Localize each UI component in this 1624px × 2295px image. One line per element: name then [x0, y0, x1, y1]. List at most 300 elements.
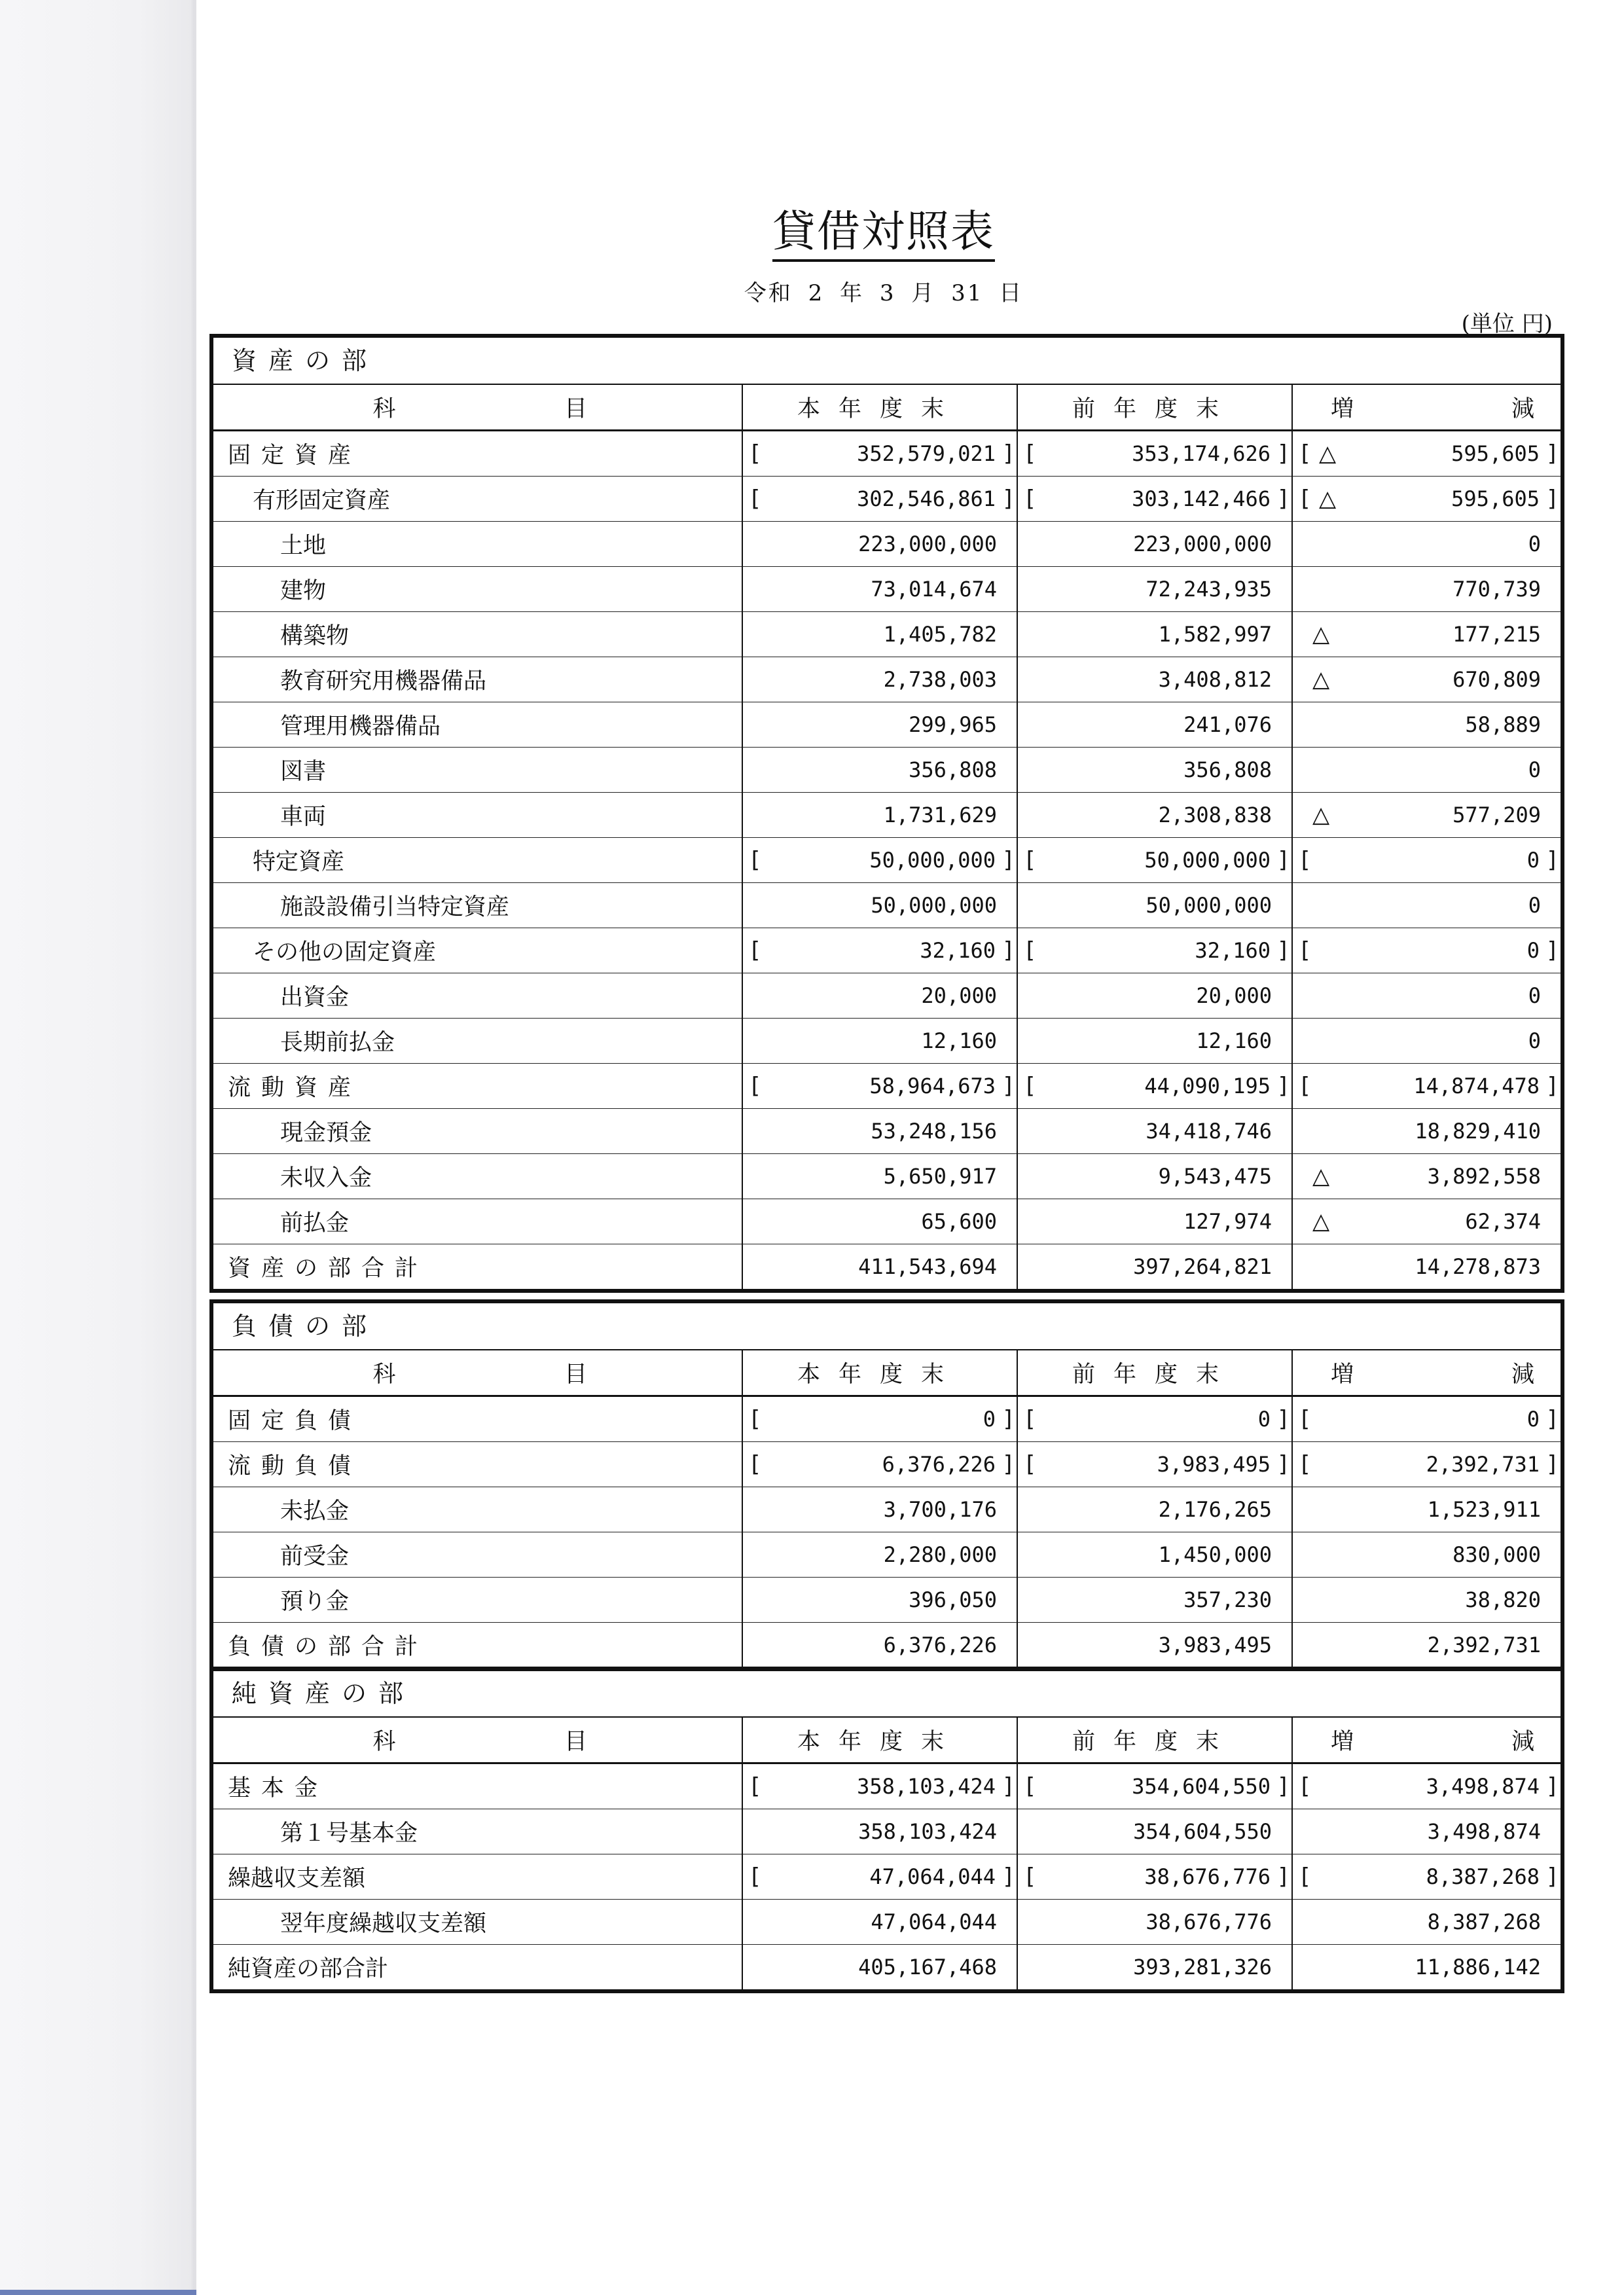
value-current: 73,014,674 — [871, 577, 997, 602]
bracket-open: [ — [1023, 1773, 1037, 1799]
cell-previous — [1017, 883, 1292, 928]
cell-current — [742, 1396, 1017, 1442]
value-change: 58,889 — [1465, 712, 1541, 737]
row-label: 管理用機器備品 — [213, 702, 742, 748]
cell-change — [1292, 1442, 1561, 1487]
section-title: 資産の部 — [213, 338, 1561, 385]
header-row — [213, 1718, 1561, 1763]
bracket-close: ] — [1276, 1773, 1290, 1799]
value-current: 1,731,629 — [883, 803, 997, 827]
cell-current — [742, 431, 1017, 477]
bracket-close: ] — [1001, 847, 1015, 873]
cell-previous — [1017, 1442, 1292, 1487]
bracket-close: ] — [1276, 937, 1290, 964]
value-change: 14,874,478 — [1413, 1074, 1540, 1098]
header-item — [213, 1718, 742, 1763]
cell-current — [742, 1763, 1017, 1809]
value-change: 0 — [1526, 848, 1540, 873]
bracket-open: [ — [1298, 1773, 1312, 1799]
bracket-open: [ — [1298, 1451, 1312, 1477]
cell-previous — [1017, 702, 1292, 748]
header-change-b: 減 — [1511, 396, 1534, 422]
row-label: 純資産の部合計 — [213, 1945, 742, 1990]
cell-previous — [1017, 748, 1292, 793]
value-previous: 127,974 — [1183, 1209, 1272, 1234]
value-current: 50,000,000 — [869, 848, 996, 873]
bracket-close: ] — [1545, 847, 1559, 873]
bracket-open: [ — [1298, 486, 1312, 512]
cell-current — [742, 612, 1017, 657]
cell-change — [1292, 1064, 1561, 1109]
value-change: 0 — [1526, 1407, 1540, 1432]
value-change: 0 — [1528, 983, 1541, 1008]
table-row — [213, 928, 1561, 973]
value-change: 14,278,873 — [1415, 1254, 1541, 1279]
bracket-open: [ — [1298, 441, 1312, 467]
bracket-open: [ — [1298, 1864, 1312, 1890]
row-label: 有形固定資産 — [213, 477, 742, 522]
header-current: 本年度末 — [742, 1350, 1017, 1396]
value-current: 223,000,000 — [858, 532, 997, 556]
value-previous: 0 — [1257, 1407, 1271, 1432]
value-current: 50,000,000 — [871, 893, 997, 918]
value-previous: 2,308,838 — [1158, 803, 1272, 827]
table-row — [213, 1064, 1561, 1109]
value-current: 12,160 — [921, 1028, 997, 1053]
cell-previous — [1017, 1623, 1292, 1668]
row-label: 流動負債 — [213, 1442, 742, 1487]
value-change: 670,809 — [1453, 667, 1541, 692]
cell-current — [742, 928, 1017, 973]
cell-change — [1292, 1109, 1561, 1154]
value-previous: 3,983,495 — [1158, 1633, 1272, 1657]
bracket-open: [ — [748, 847, 762, 873]
cell-previous — [1017, 567, 1292, 612]
value-current: 1,405,782 — [883, 622, 997, 647]
cell-current — [742, 838, 1017, 883]
bracket-open: [ — [748, 1864, 762, 1890]
cell-current — [742, 793, 1017, 838]
value-current: 302,546,861 — [857, 486, 996, 511]
table-row — [213, 1199, 1561, 1244]
cell-previous — [1017, 657, 1292, 702]
row-label: 預り金 — [213, 1578, 742, 1623]
row-label: 資産の部合計 — [213, 1244, 742, 1290]
value-current: 58,964,673 — [869, 1074, 996, 1098]
bracket-open: [ — [1023, 1406, 1037, 1432]
value-current: 358,103,424 — [857, 1774, 996, 1799]
cell-previous — [1017, 522, 1292, 567]
value-previous: 393,281,326 — [1133, 1955, 1272, 1979]
header-row — [213, 1350, 1561, 1396]
value-previous: 34,418,746 — [1146, 1119, 1272, 1144]
value-previous: 223,000,000 — [1133, 532, 1272, 556]
value-change: 3,498,874 — [1426, 1774, 1540, 1799]
cell-change — [1292, 477, 1561, 522]
header-item — [213, 385, 742, 431]
cell-previous — [1017, 1487, 1292, 1532]
bracket-open: [ — [748, 937, 762, 964]
bracket-close: ] — [1276, 1451, 1290, 1477]
cell-current — [742, 1532, 1017, 1578]
header-change — [1292, 385, 1561, 431]
cell-previous — [1017, 793, 1292, 838]
cell-change — [1292, 1623, 1561, 1668]
table-row — [213, 612, 1561, 657]
bracket-open: [ — [1298, 847, 1312, 873]
value-current: 2,280,000 — [883, 1542, 997, 1567]
header-item-b: 目 — [564, 1362, 587, 1388]
value-previous: 9,543,475 — [1158, 1164, 1272, 1189]
value-current: 356,808 — [909, 757, 997, 782]
section-title: 負債の部 — [213, 1303, 1561, 1350]
decrease-triangle-icon: △ — [1312, 1208, 1330, 1235]
cell-change — [1292, 793, 1561, 838]
cell-current — [742, 1154, 1017, 1199]
cell-current — [742, 1487, 1017, 1532]
value-previous: 353,174,626 — [1132, 441, 1271, 466]
value-change: 8,387,268 — [1427, 1909, 1541, 1934]
net-assets-section — [209, 1667, 1564, 1993]
table-row — [213, 1154, 1561, 1199]
cell-previous — [1017, 1532, 1292, 1578]
value-change: 0 — [1528, 893, 1541, 918]
value-previous: 12,160 — [1196, 1028, 1272, 1053]
bracket-open: [ — [1298, 1073, 1312, 1099]
assets-section — [209, 334, 1564, 1293]
value-previous: 3,983,495 — [1157, 1452, 1271, 1477]
table-row — [213, 567, 1561, 612]
bracket-open: [ — [748, 1773, 762, 1799]
bracket-close: ] — [1001, 1073, 1015, 1099]
table-row — [213, 883, 1561, 928]
net-assets-table — [213, 1718, 1561, 1989]
cell-change — [1292, 1578, 1561, 1623]
row-label: 前払金 — [213, 1199, 742, 1244]
row-label: 図書 — [213, 748, 742, 793]
cell-change — [1292, 1244, 1561, 1290]
bracket-open: [ — [1023, 937, 1037, 964]
decrease-triangle-icon: △ — [1312, 1163, 1330, 1189]
cell-current — [742, 1064, 1017, 1109]
bracket-open: [ — [1023, 486, 1037, 512]
header-current: 本年度末 — [742, 1718, 1017, 1763]
value-change: 0 — [1526, 938, 1540, 963]
table-row — [213, 1623, 1561, 1668]
bracket-close: ] — [1545, 441, 1559, 467]
cell-current — [742, 1809, 1017, 1854]
value-change: 595,605 — [1451, 486, 1540, 511]
cell-change — [1292, 612, 1561, 657]
value-current: 6,376,226 — [882, 1452, 996, 1477]
section-title: 純資産の部 — [213, 1671, 1561, 1718]
value-current: 0 — [983, 1407, 996, 1432]
table-row — [213, 1809, 1561, 1854]
row-label: 現金預金 — [213, 1109, 742, 1154]
bracket-close: ] — [1276, 441, 1290, 467]
bracket-open: [ — [1023, 1451, 1037, 1477]
cell-current — [742, 748, 1017, 793]
value-change: 0 — [1528, 532, 1541, 556]
decrease-triangle-icon: △ — [1312, 621, 1330, 647]
value-change: 18,829,410 — [1415, 1119, 1541, 1144]
value-previous: 44,090,195 — [1144, 1074, 1271, 1098]
value-current: 405,167,468 — [858, 1955, 997, 1979]
cell-current — [742, 883, 1017, 928]
header-change-a: 増 — [1331, 1362, 1354, 1388]
row-label: 特定資産 — [213, 838, 742, 883]
header-current: 本年度末 — [742, 385, 1017, 431]
bracket-open: [ — [1298, 1406, 1312, 1432]
bracket-open: [ — [748, 486, 762, 512]
bracket-close: ] — [1001, 1773, 1015, 1799]
row-label: 翌年度繰越収支差額 — [213, 1900, 742, 1945]
cell-current — [742, 1442, 1017, 1487]
table-row — [213, 431, 1561, 477]
binding-edge — [194, 0, 196, 2295]
table-row — [213, 1019, 1561, 1064]
cell-current — [742, 1019, 1017, 1064]
value-current: 5,650,917 — [883, 1164, 997, 1189]
bracket-close: ] — [1001, 1451, 1015, 1477]
row-label: 流動資産 — [213, 1064, 742, 1109]
decrease-triangle-icon: △ — [1319, 441, 1337, 467]
cell-previous — [1017, 1578, 1292, 1623]
header-item-b: 目 — [564, 396, 587, 422]
liabilities-table — [213, 1350, 1561, 1667]
row-label: 基本金 — [228, 1775, 329, 1801]
value-change: 8,387,268 — [1426, 1864, 1540, 1889]
bracket-open: [ — [748, 1073, 762, 1099]
value-current: 20,000 — [921, 983, 997, 1008]
bracket-open: [ — [1023, 847, 1037, 873]
table-row — [213, 1945, 1561, 1990]
value-previous: 50,000,000 — [1146, 893, 1272, 918]
cell-change — [1292, 883, 1561, 928]
value-previous: 72,243,935 — [1146, 577, 1272, 602]
value-current: 47,064,044 — [871, 1909, 997, 1934]
value-previous: 303,142,466 — [1132, 486, 1271, 511]
header-previous: 前年度末 — [1017, 385, 1292, 431]
value-change: 0 — [1528, 757, 1541, 782]
decrease-triangle-icon: △ — [1312, 666, 1330, 693]
bracket-close: ] — [1545, 937, 1559, 964]
cell-change — [1292, 1199, 1561, 1244]
cell-previous — [1017, 1854, 1292, 1900]
cell-previous — [1017, 1109, 1292, 1154]
bracket-close: ] — [1001, 1406, 1015, 1432]
value-previous: 50,000,000 — [1144, 848, 1271, 873]
value-change: 177,215 — [1453, 622, 1541, 647]
document-title: 貸借対照表 — [0, 196, 1624, 259]
bracket-close: ] — [1276, 1864, 1290, 1890]
table-row — [213, 1487, 1561, 1532]
header-previous: 前年度末 — [1017, 1350, 1292, 1396]
bracket-open: [ — [748, 1406, 762, 1432]
cell-previous — [1017, 973, 1292, 1019]
document-date: 令和 2 年 3 月 31 日 — [744, 280, 1024, 306]
row-label: 固定負債 — [228, 1408, 362, 1434]
row-label: 車両 — [213, 793, 742, 838]
bracket-close: ] — [1545, 1864, 1559, 1890]
cell-change — [1292, 657, 1561, 702]
table-row — [213, 1532, 1561, 1578]
value-current: 32,160 — [920, 938, 996, 963]
cell-current — [742, 1900, 1017, 1945]
value-change: 62,374 — [1465, 1209, 1541, 1234]
cell-current — [742, 657, 1017, 702]
table-row — [213, 1578, 1561, 1623]
table-row — [213, 793, 1561, 838]
value-current: 2,738,003 — [883, 667, 997, 692]
cell-previous — [1017, 838, 1292, 883]
value-previous: 1,450,000 — [1158, 1542, 1272, 1567]
value-previous: 354,604,550 — [1132, 1774, 1271, 1799]
cell-change — [1292, 748, 1561, 793]
cell-change — [1292, 1809, 1561, 1854]
value-change: 830,000 — [1453, 1542, 1541, 1567]
row-label: 未収入金 — [213, 1154, 742, 1199]
bracket-close: ] — [1545, 1451, 1559, 1477]
cell-current — [742, 1578, 1017, 1623]
cell-change — [1292, 1945, 1561, 1990]
cell-previous — [1017, 1064, 1292, 1109]
cell-current — [742, 1199, 1017, 1244]
bracket-open: [ — [1023, 1864, 1037, 1890]
header-item — [213, 1350, 742, 1396]
cell-change — [1292, 1763, 1561, 1809]
value-previous: 241,076 — [1183, 712, 1272, 737]
cell-change — [1292, 431, 1561, 477]
value-previous: 2,176,265 — [1158, 1497, 1272, 1522]
header-item-a: 科 — [372, 1729, 396, 1755]
row-label: 長期前払金 — [213, 1019, 742, 1064]
cell-change — [1292, 1154, 1561, 1199]
bracket-open: [ — [1023, 1073, 1037, 1099]
header-item-a: 科 — [372, 1362, 396, 1388]
cell-change — [1292, 567, 1561, 612]
cell-change — [1292, 1532, 1561, 1578]
value-current: 299,965 — [909, 712, 997, 737]
bracket-close: ] — [1276, 1406, 1290, 1432]
unit-label: (単位 円) — [1461, 311, 1553, 337]
table-row — [213, 657, 1561, 702]
cell-change — [1292, 838, 1561, 883]
bracket-close: ] — [1001, 937, 1015, 964]
value-current: 65,600 — [921, 1209, 997, 1234]
header-change — [1292, 1350, 1561, 1396]
bracket-open: [ — [748, 441, 762, 467]
row-label: 教育研究用機器備品 — [213, 657, 742, 702]
cell-previous — [1017, 1945, 1292, 1990]
table-row — [213, 1854, 1561, 1900]
bracket-close: ] — [1545, 486, 1559, 512]
header-change-a: 増 — [1331, 396, 1354, 422]
value-current: 396,050 — [909, 1587, 997, 1612]
row-label: 土地 — [213, 522, 742, 567]
value-change: 3,892,558 — [1427, 1164, 1541, 1189]
bracket-open: [ — [1023, 441, 1037, 467]
header-previous: 前年度末 — [1017, 1718, 1292, 1763]
cell-change — [1292, 928, 1561, 973]
table-row — [213, 1396, 1561, 1442]
cell-current — [742, 567, 1017, 612]
decrease-triangle-icon: △ — [1319, 486, 1337, 512]
cell-current — [742, 1854, 1017, 1900]
table-row — [213, 1109, 1561, 1154]
value-previous: 3,408,812 — [1158, 667, 1272, 692]
row-label: 固定資産 — [228, 443, 362, 469]
cell-previous — [1017, 1154, 1292, 1199]
cell-change — [1292, 1854, 1561, 1900]
header-change — [1292, 1718, 1561, 1763]
value-change: 2,392,731 — [1427, 1633, 1541, 1657]
bracket-close: ] — [1545, 1773, 1559, 1799]
bracket-close: ] — [1545, 1406, 1559, 1432]
value-previous: 38,676,776 — [1144, 1864, 1271, 1889]
liabilities-section — [209, 1299, 1564, 1671]
value-change: 595,605 — [1451, 441, 1540, 466]
header-row — [213, 385, 1561, 431]
cell-previous — [1017, 1900, 1292, 1945]
value-change: 11,886,142 — [1415, 1955, 1541, 1979]
cell-previous — [1017, 612, 1292, 657]
bracket-close: ] — [1001, 486, 1015, 512]
value-previous: 397,264,821 — [1133, 1254, 1272, 1279]
cell-current — [742, 477, 1017, 522]
left-page-margin — [0, 0, 196, 2295]
value-current: 358,103,424 — [858, 1819, 997, 1844]
cell-change — [1292, 1487, 1561, 1532]
header-item-b: 目 — [564, 1729, 587, 1755]
value-change: 3,498,874 — [1427, 1819, 1541, 1844]
cell-current — [742, 702, 1017, 748]
table-row — [213, 702, 1561, 748]
cell-previous — [1017, 1244, 1292, 1290]
cell-current — [742, 1945, 1017, 1990]
row-label: 前受金 — [213, 1532, 742, 1578]
bracket-close: ] — [1276, 847, 1290, 873]
cell-change — [1292, 1019, 1561, 1064]
header-change-b: 減 — [1511, 1362, 1534, 1388]
row-label: 未払金 — [213, 1487, 742, 1532]
cell-current — [742, 1623, 1017, 1668]
cell-previous — [1017, 431, 1292, 477]
value-change: 2,392,731 — [1426, 1452, 1540, 1477]
cell-previous — [1017, 1019, 1292, 1064]
row-label: 構築物 — [213, 612, 742, 657]
value-previous: 1,582,997 — [1158, 622, 1272, 647]
cell-previous — [1017, 477, 1292, 522]
cell-previous — [1017, 1809, 1292, 1854]
cell-current — [742, 522, 1017, 567]
cell-change — [1292, 1900, 1561, 1945]
row-label: 出資金 — [213, 973, 742, 1019]
value-change: 38,820 — [1465, 1587, 1541, 1612]
header-change-a: 増 — [1331, 1729, 1354, 1755]
value-current: 352,579,021 — [857, 441, 996, 466]
table-row — [213, 1244, 1561, 1290]
row-label: 建物 — [213, 567, 742, 612]
value-previous: 356,808 — [1183, 757, 1272, 782]
cell-change — [1292, 522, 1561, 567]
table-row — [213, 522, 1561, 567]
value-current: 411,543,694 — [858, 1254, 997, 1279]
table-row — [213, 1900, 1561, 1945]
table-row — [213, 973, 1561, 1019]
value-previous: 357,230 — [1183, 1587, 1272, 1612]
value-change: 1,523,911 — [1427, 1497, 1541, 1522]
